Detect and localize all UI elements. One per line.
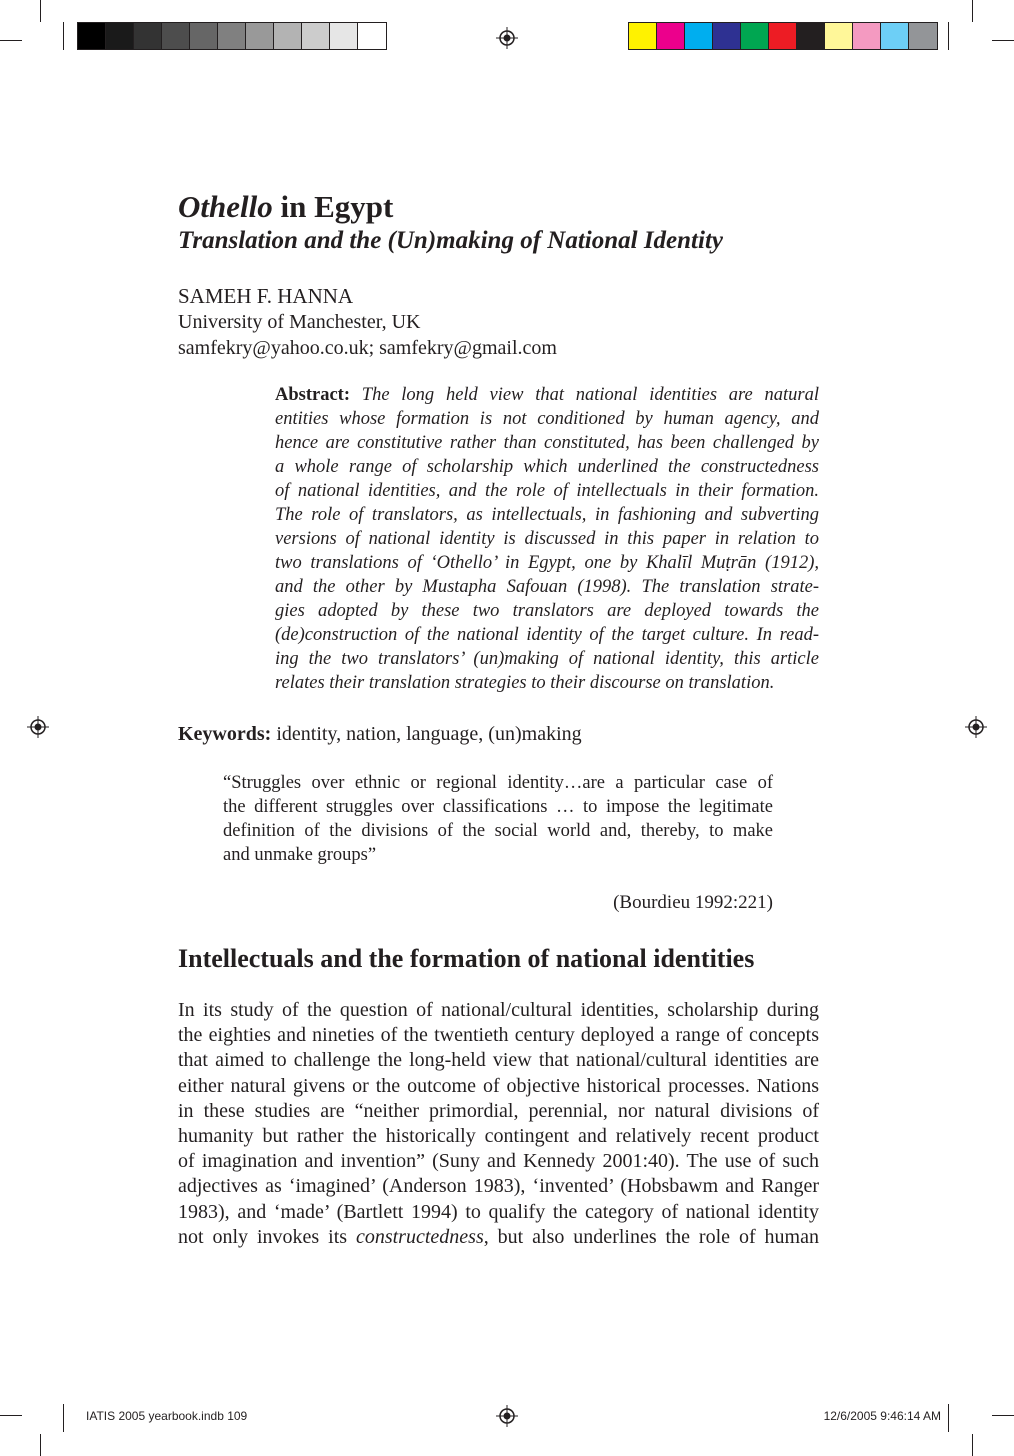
gray-swatch xyxy=(302,23,330,49)
abstract-line: gies adopted by these two translators are deployed towards the xyxy=(275,601,819,621)
gray-swatch xyxy=(358,23,386,49)
gray-swatch xyxy=(246,23,274,49)
abstract-line: entities whose formation is not conditioned by human agency, and xyxy=(275,409,819,429)
abstract-line: versions of national identity is discussed in this paper in relation to xyxy=(275,529,819,549)
article-title xyxy=(178,188,393,226)
crop-mark xyxy=(0,1415,22,1416)
gray-swatch xyxy=(330,23,358,49)
body-line: in these studies are “neither primordial, perennial, nor natural divisions of xyxy=(178,1099,819,1122)
process-color-bar xyxy=(628,22,938,50)
quote-line: definition of the divisions of the social world and, thereby, to make xyxy=(223,821,773,841)
gray-swatch xyxy=(134,23,162,49)
author-name: SAMEH F. HANNA xyxy=(178,284,354,308)
crop-mark xyxy=(992,1415,1014,1416)
color-swatch xyxy=(881,23,909,49)
color-swatch xyxy=(629,23,657,49)
crop-mark xyxy=(63,1404,64,1432)
crop-mark xyxy=(40,1434,41,1456)
title-rest: in Egypt xyxy=(272,189,394,224)
abstract-line: two translations of ‘Othello’ in Egypt, one by Khalīl Muṭrān (1912), xyxy=(275,553,819,573)
grayscale-color-bar xyxy=(77,22,387,50)
section-heading: Intellectuals and the formation of national identities xyxy=(178,944,755,973)
color-swatch xyxy=(713,23,741,49)
registration-mark-icon xyxy=(965,716,987,738)
color-swatch xyxy=(825,23,853,49)
color-swatch xyxy=(853,23,881,49)
gray-swatch xyxy=(106,23,134,49)
color-swatch xyxy=(685,23,713,49)
color-swatch xyxy=(797,23,825,49)
abstract-label: Abstract: xyxy=(275,385,351,405)
body-line: adjectives as ‘imagined’ (Anderson 1983), ‘invented’ (Hobsbawm and Ranger xyxy=(178,1175,819,1198)
body-line: In its study of the question of national/cultural identities, scholarship during xyxy=(178,999,819,1021)
body-line: 1983), and ‘made’ (Bartlett 1994) to qualify the category of national identity xyxy=(178,1200,819,1223)
abstract-line: ing the two translators’ (un)making of national identity, this article xyxy=(275,649,819,669)
abstract-line: Abstract: The long held view that national identities are natural xyxy=(275,385,819,405)
abstract-line: a whole range of scholarship which underlined the constructedness xyxy=(275,457,819,477)
crop-mark xyxy=(0,40,22,41)
abstract-line: and the other by Mustapha Safouan (1998). The translation strate- xyxy=(275,577,819,597)
crop-mark xyxy=(40,0,41,22)
registration-mark-icon xyxy=(27,716,49,738)
color-swatch xyxy=(909,23,937,49)
gray-swatch xyxy=(218,23,246,49)
crop-mark xyxy=(972,1434,973,1456)
body-text xyxy=(178,998,819,1250)
slug-timestamp: 12/6/2005 9:46:14 AM xyxy=(823,1409,941,1423)
gray-swatch xyxy=(190,23,218,49)
quote-line: the different struggles over classifications … to impose the legitimate xyxy=(223,797,773,817)
color-swatch xyxy=(769,23,797,49)
crop-mark xyxy=(948,22,949,50)
keywords-list: identity, nation, language, (un)making xyxy=(271,723,582,745)
body-line: that aimed to challenge the long-held view that national/cultural identities are xyxy=(178,1049,819,1072)
article-subtitle: Translation and the (Un)making of National Identity xyxy=(178,227,723,254)
body-line: either natural givens or the outcome of objective historical processes. Nations xyxy=(178,1074,819,1097)
body-line: of imagination and invention” (Suny and Kennedy 2001:40). The use of such xyxy=(178,1150,819,1173)
crop-mark xyxy=(63,22,64,50)
abstract-line: hence are constitutive rather than constituted, has been challenged by xyxy=(275,433,819,453)
quote-line: “Struggles over ethnic or regional identity…are a particular case of xyxy=(223,773,773,793)
emphasis: constructedness xyxy=(355,1225,484,1248)
abstract-line: (de)construction of the national identity of the target culture. In read- xyxy=(275,625,819,645)
gray-swatch xyxy=(162,23,190,49)
author-email: samfekry@yahoo.co.uk; samfekry@gmail.com xyxy=(178,337,557,359)
keywords-label: Keywords: xyxy=(178,723,272,745)
quote-line: and unmake groups” xyxy=(223,845,377,865)
abstract-line: relates their translation strategies to their discourse on translation. xyxy=(275,673,775,693)
slug-file-info: IATIS 2005 yearbook.indb 109 xyxy=(86,1409,248,1423)
crop-mark xyxy=(972,0,973,22)
author-affiliation: University of Manchester, UK xyxy=(178,311,421,333)
quote-citation: (Bourdieu 1992:221) xyxy=(613,892,773,913)
color-swatch xyxy=(741,23,769,49)
registration-mark-icon xyxy=(496,27,518,49)
gray-swatch xyxy=(274,23,302,49)
abstract xyxy=(275,383,819,695)
crop-mark xyxy=(992,40,1014,41)
body-line: the eighties and nineties of the twentieth century deployed a range of concepts xyxy=(178,1024,819,1047)
abstract-line: The role of translators, as intellectuals, in fashioning and subverting xyxy=(275,505,819,525)
keywords xyxy=(178,721,582,747)
body-line: not only invokes its constructedness, but also underlines the role of human xyxy=(178,1225,819,1248)
gray-swatch xyxy=(78,23,106,49)
registration-mark-icon xyxy=(496,1405,518,1427)
body-line: humanity but rather the historically contingent and relatively recent product xyxy=(178,1124,819,1147)
color-swatch xyxy=(657,23,685,49)
abstract-line: of national identities, and the role of intellectuals in their formation. xyxy=(275,481,819,501)
crop-mark xyxy=(948,1404,949,1432)
title-italic: Othello xyxy=(178,189,273,224)
epigraph-quote xyxy=(223,771,773,867)
